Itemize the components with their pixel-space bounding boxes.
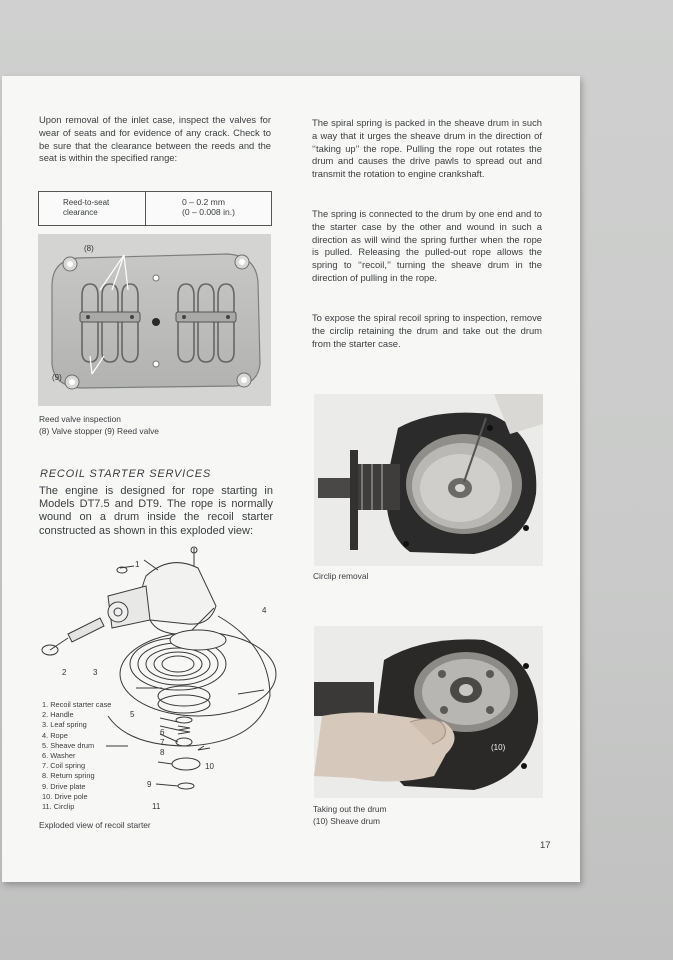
taking-out-drum-caption-title: Taking out the drum [313,804,387,814]
recoil-starter-intro: The engine is designed for rope starting in Models DT7.5 and DT9. The rope is normally wound on a drum inside the recoil starter constructed as shown in this exploded view: [39,485,273,537]
callout-10: (10) [491,743,506,752]
exploded-callout-5: 5 [130,710,135,719]
clearance-value-in: (0 – 0.008 in.) [182,207,236,217]
exploded-view-legend [42,700,111,812]
exploded-callout-9: 9 [147,780,152,789]
exploded-callout-10: 10 [205,762,214,771]
page-number: 17 [540,840,551,851]
callout-8: (8) [84,244,94,253]
legend-item: 2. Handle [42,710,74,720]
reed-valve-caption-parts: (8) Valve stopper (9) Reed valve [39,426,159,437]
reed-valve-caption [39,413,159,438]
legend-item: 4. Rope [42,730,68,740]
exploded-callout-6: 6 [160,728,165,737]
clearance-value-mm: 0 – 0.2 mm [182,197,225,207]
legend-item: 9. Drive plate [42,781,86,791]
inlet-inspection-text: Upon removal of the inlet case, inspect the valves for wear of seats and for evidence of any crack. Check to be sure that the clearance between the reeds and the seat is within the specified range: [39,114,271,164]
spiral-spring-paragraph: The spiral spring is packed in the sheave drum in such a way that it urges the sheave drum in the direction of ‘‘taking up’’ the rope. Pulling the rope out rotates the drum and causes the drive pawls to spread out and transmit the rotation to engine crankshaft. [312,117,542,180]
exploded-callout-3: 3 [93,668,98,677]
legend-item: 7. Coil spring [42,761,86,771]
reed-valve-caption-title: Reed valve inspection [39,414,121,424]
exploded-view-caption: Exploded view of recoil starter [39,820,151,830]
legend-item: 11. Circlip [42,802,75,812]
expose-spring-paragraph: To expose the spiral recoil spring to inspection, remove the circlip retaining the drum and take out the drum from the starter case. [312,312,542,349]
taking-out-drum-drawing [314,626,543,798]
exploded-callout-11: 11 [152,802,161,811]
taking-out-drum-caption-part: (10) Sheave drum [313,816,381,827]
circlip-removal-caption: Circlip removal [313,571,369,581]
reed-valve-photo [38,234,271,406]
reed-valve-drawing [38,234,271,406]
legend-item: 5. Sheave drum [42,740,95,750]
legend-item: 8. Return spring [42,771,95,781]
legend-item: 3. Leaf spring [42,720,87,730]
legend-item: 10. Drive pole [42,791,88,801]
spring-connection-paragraph: The spring is connected to the drum by one end and to the starter case by the other and wound in such a direction as will wind the spring further when the rope is pulled. Releasing the pulled-out rope allows the spring to ‘‘recoil,’’ turning the sheave drum in the direction of pulling in the rope. [312,208,542,283]
exploded-callout-2: 2 [62,668,67,677]
callout-9: (9) [52,373,62,382]
circlip-removal-drawing [314,394,543,566]
clearance-value [146,192,271,225]
exploded-callout-4: 4 [262,606,267,615]
legend-item: 1. Recoil starter case [42,700,112,709]
manual-page [2,76,580,882]
exploded-callout-1: 1 [135,560,140,569]
legend-item: 6. Washer [42,751,76,761]
section-heading: RECOIL STARTER SERVICES [40,468,212,480]
taking-out-drum-photo [314,626,543,798]
exploded-callout-7: 7 [160,738,165,747]
circlip-removal-photo [314,394,543,566]
exploded-callout-8: 8 [160,748,165,757]
clearance-label: Reed-to-seat clearance [39,192,146,225]
taking-out-drum-caption [313,803,387,828]
clearance-spec-table [38,191,272,226]
